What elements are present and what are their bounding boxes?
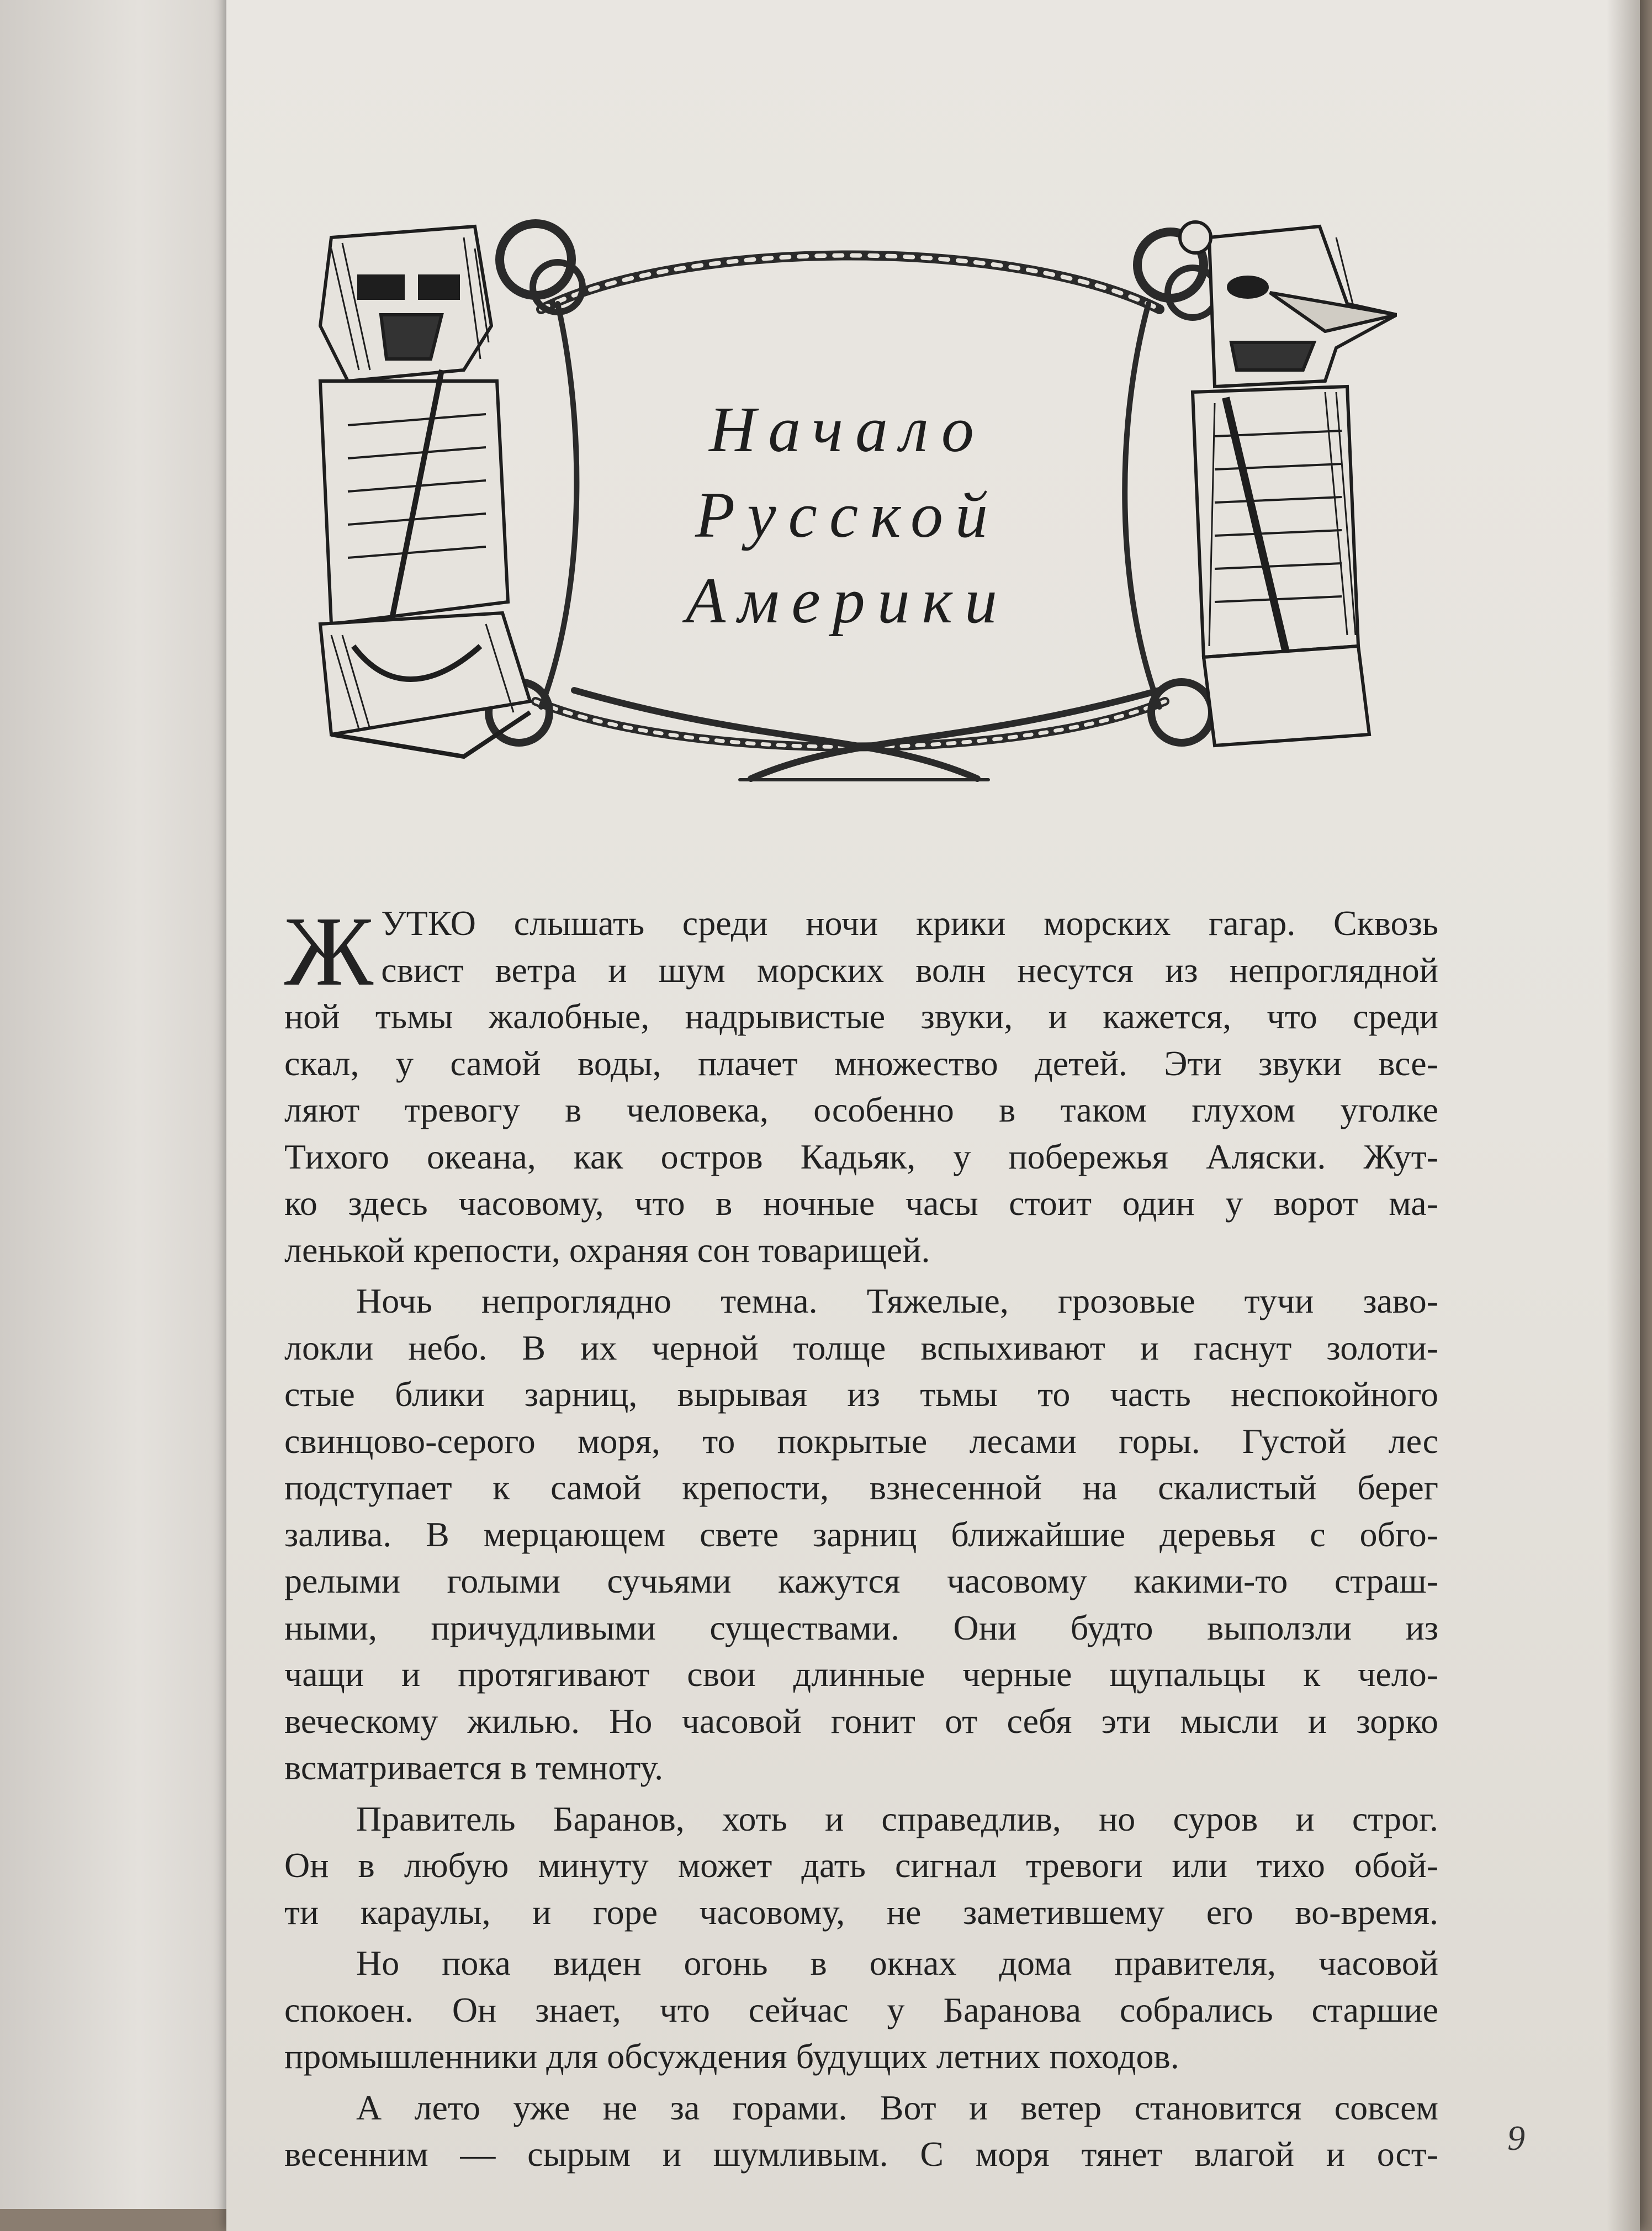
- text-line: Правитель Баранов, хоть и справедлив, но суров и строг.: [356, 1799, 1438, 1838]
- text-line: скал, у самой воды, плачет множество детей. Эти звуки все-: [284, 1043, 1438, 1083]
- paragraph-3: [284, 1796, 1438, 1936]
- paragraph-4: [284, 1940, 1438, 2080]
- text-line: весенним — сырым и шумливым. С моря тянет влагой и ост-: [284, 2134, 1438, 2174]
- page-shadow: [1607, 0, 1640, 2231]
- text-line: стые блики зарниц, вырывая из тьмы то часть неспокойного: [284, 1374, 1438, 1414]
- paragraph-5: [284, 2085, 1438, 2178]
- text-line: ной тьмы жалобные, надрывистые звуки, и кажется, что среди: [284, 997, 1438, 1036]
- text-line: веческому жилью. Но часовой гонит от себя эти мысли и зорко: [284, 1701, 1438, 1741]
- text-line: ленькой крепости, охраняя сон товарищей.: [284, 1230, 930, 1270]
- drop-cap: Ж: [284, 896, 374, 1006]
- text-line: ными, причудливыми существами. Они будто выползли из: [284, 1608, 1438, 1647]
- text-line: свинцово-серого моря, то покрытые лесами горы. Густой лес: [284, 1421, 1438, 1461]
- chapter-title: [298, 387, 1397, 643]
- paragraph-1: [284, 896, 1438, 1273]
- text-line: промышленники для обсуждения будущих летних походов.: [284, 2037, 1179, 2076]
- text-line: подступает к самой крепости, взнесенной на скалистый берег: [284, 1468, 1438, 1507]
- paragraph-2: [284, 1278, 1438, 1791]
- body-text: [284, 896, 1438, 2182]
- text-line: Ночь непроглядно темна. Тяжелые, грозовые тучи заво-: [356, 1281, 1438, 1320]
- chapter-title-line-3: Америки: [686, 564, 1009, 637]
- text-line: релыми голыми сучьями кажутся часовому какими-то страш-: [284, 1561, 1438, 1600]
- chapter-header-frame: [298, 204, 1397, 801]
- chapter-title-line-1: Начало: [709, 393, 986, 466]
- text-line: свист ветра и шум морских волн несутся из непроглядной: [381, 950, 1438, 990]
- previous-page-edge: [0, 0, 232, 2209]
- text-line: ко здесь часовому, что в ночные часы стоит один у ворот ма-: [284, 1183, 1438, 1223]
- text-line: спокоен. Он знает, что сейчас у Баранова собрались старшие: [284, 1990, 1438, 2029]
- text-line: локли небо. В их черной толще вспыхивают и гаснут золоти-: [284, 1328, 1438, 1367]
- text-line: Но пока виден огонь в окнах дома правителя, часовой: [356, 1943, 1438, 1982]
- text-line: Тихого океана, как остров Кадьяк, у побережья Аляски. Жут-: [284, 1136, 1438, 1176]
- text-line: ляют тревогу в человека, особенно в таком глухом уголке: [284, 1090, 1438, 1129]
- page-number: 9: [1507, 2118, 1525, 2158]
- text-line: А лето уже не за горами. Вот и ветер становится совсем: [356, 2087, 1438, 2127]
- text-line: чащи и протягивают свои длинные черные щупальцы к чело-: [284, 1654, 1438, 1694]
- text-line: УТКО слышать среди ночи крики морских гагар. Сквозь: [381, 903, 1438, 943]
- text-line: ти караулы, и горе часовому, не заметившему его во-время.: [284, 1892, 1438, 1932]
- chapter-title-line-2: Русской: [695, 479, 1000, 551]
- text-line: всматривается в темноту.: [284, 1748, 664, 1787]
- text-line: залива. В мерцающем свете зарниц ближайшие деревья с обго-: [284, 1514, 1438, 1554]
- text-line: Он в любую минуту может дать сигнал тревоги или тихо обой-: [284, 1846, 1438, 1885]
